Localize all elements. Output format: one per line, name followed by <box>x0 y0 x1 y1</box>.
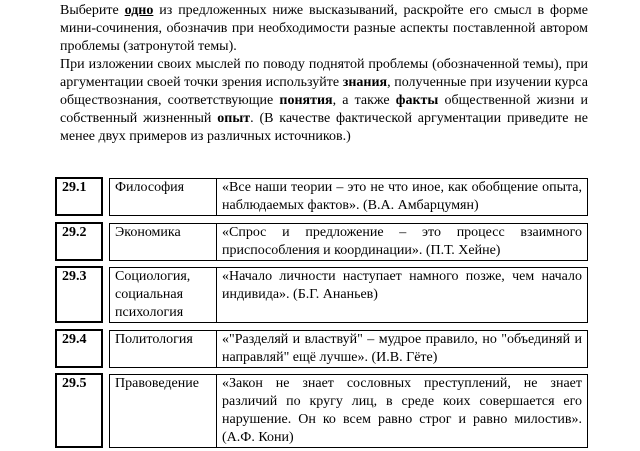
text-run: из предложенных ниже высказываний, раскройте его смысл в форме мини-сочинения, обозначив при необходимости разные аспекты поставленной автором проблемы (затронутой темы). <box>60 3 588 54</box>
emphasis-concepts: понятия <box>279 93 333 108</box>
topic-number: 29.4 <box>56 330 102 367</box>
topic-quote: «Закон не знает сословных преступлений, не знает различий по кругу лиц, в среде коих совершается его нарушение. Он ко всем равно строг и равно милостив». (А.Ф. Кони) <box>217 374 588 447</box>
text-run: , а также <box>332 93 396 108</box>
instruction-paragraph-1 <box>60 2 588 56</box>
text-run: Выберите <box>60 3 125 18</box>
spacer <box>102 178 110 215</box>
topic-row-29-3 <box>55 266 588 323</box>
spacer <box>102 330 110 367</box>
topic-row-29-5 <box>55 373 588 448</box>
spacer <box>102 267 110 322</box>
topic-quote: «"Разделяй и властвуй" – мудрое правило, но "объединяй и направляй" ещё лучше». (И.В. Гёте) <box>217 330 588 367</box>
text-run: , полученные при изучении курса обществознания, соответствующие <box>60 75 588 108</box>
topic-subject: Экономика <box>110 223 217 260</box>
topic-number: 29.1 <box>56 178 102 215</box>
text-run: общественной жизни и собственный жизненный <box>60 93 588 126</box>
emphasis-experience: опыт <box>217 111 251 126</box>
topic-subject: Правоведение <box>110 374 217 447</box>
topic-quote: «Все наши теории – это не что иное, как обобщение опыта, наблюдаемых фактов». (В.А. Амбарцумян) <box>217 178 588 215</box>
text-run: . (В качестве фактической аргументации приведите не менее двух примеров из различных источников.) <box>60 111 588 144</box>
task-instructions <box>60 2 588 146</box>
emphasis-facts: факты <box>395 93 439 108</box>
topic-subject: Политология <box>110 330 217 367</box>
topic-quote: «Спрос и предложение – это процесс взаимного приспособления и координации». (П.Т. Хейне) <box>217 223 588 260</box>
emphasis-knowledge: знания <box>342 75 388 90</box>
topic-number: 29.2 <box>56 223 102 260</box>
topic-row-29-4 <box>55 329 588 368</box>
topic-quote: «Начало личности наступает намного позже, чем начало индивида». (Б.Г. Ананьев) <box>217 267 588 322</box>
topic-subject: Философия <box>110 178 217 215</box>
topic-subject: Социология, социальная психология <box>110 267 217 322</box>
topic-number: 29.3 <box>56 267 102 322</box>
spacer <box>102 223 110 260</box>
spacer <box>102 374 110 447</box>
topic-row-29-1 <box>55 177 588 216</box>
emphasis-one: одно <box>124 3 154 18</box>
text-run: При изложении своих мыслей по поводу поднятой проблемы (обозначенной темы), при аргументации своей точки зрения используйте <box>60 57 588 90</box>
instruction-paragraph-2 <box>60 56 588 146</box>
topic-row-29-2 <box>55 222 588 261</box>
topic-number: 29.5 <box>56 374 102 447</box>
